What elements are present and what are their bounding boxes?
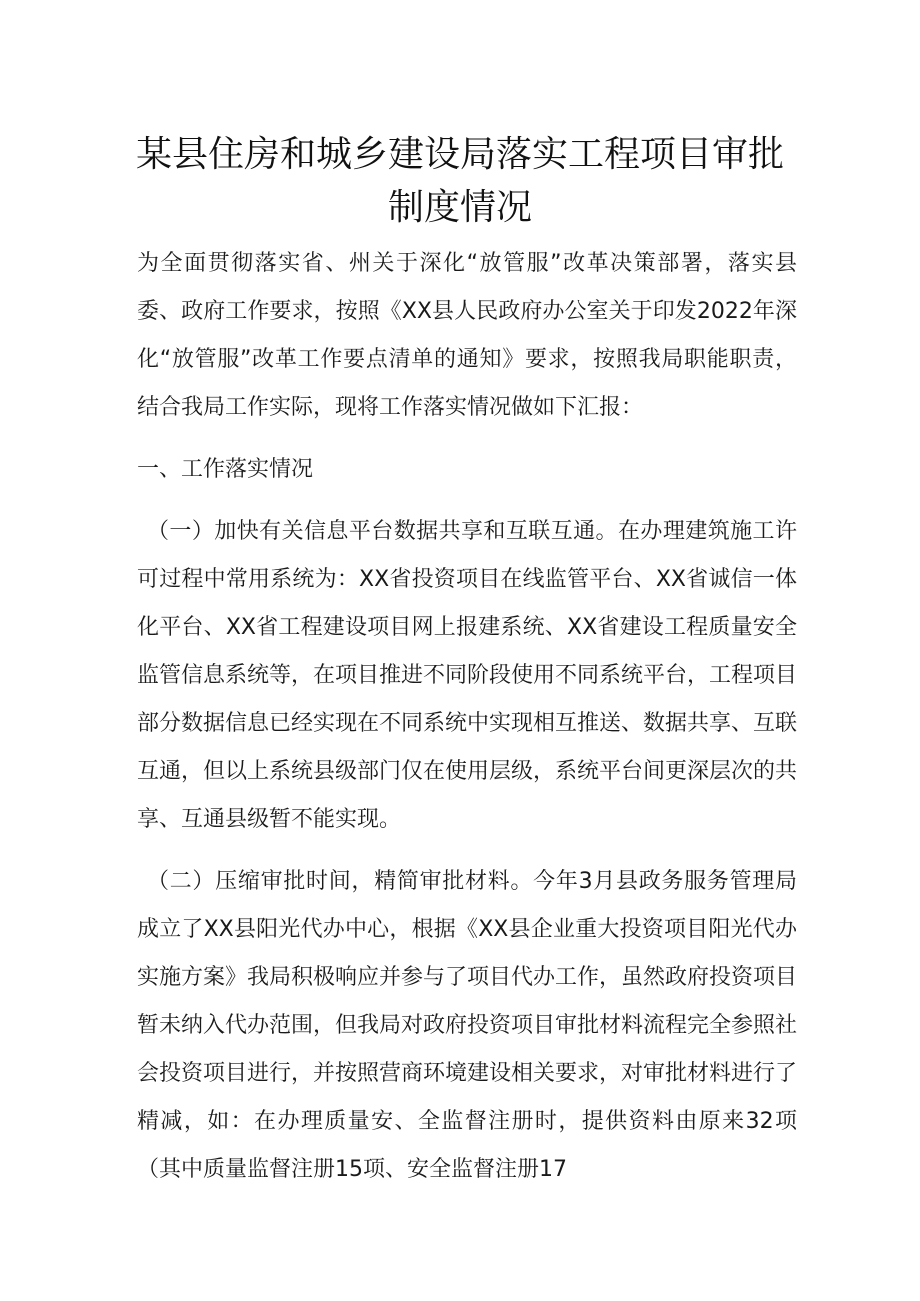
subsection-paragraph-2: （二）压缩审批时间，精简审批材料。今年3月县政务服务管理局成立了XX县阳光代办中心，根据《XX县企业重大投资项目阳光代办实施方案》我局积极响应并参与了项目代办工作，虽然政府投资项目暂未纳入代办范围，但我局对政府投资项目审批材料流程完全参照社会投资项目进行，并按照营商环境建设相关要求，对审批材料进行了精减，如：在办理质量安、全监督注册时，提供资料由原来32项（其中质量监督注册15项、安全监督注册17 [137, 869, 798, 1182]
section-heading-1: 一、工作落实情况 [137, 457, 314, 482]
subsection-paragraph-1: （一）加快有关信息平台数据共享和互联互通。在办理建筑施工许可过程中常用系统为：XX省投资项目在线监管平台、XX省诚信一体化平台、XX省工程建设项目网上报建系统、XX省建设工程质量安全监管信息系统等，在项目推进不同阶段使用不同系统平台，工程项目部分数据信息已经实现在不同系统中实现相互推送、数据共享、互联互通，但以上系统县级部门仅在使用层级，系统平台间更深层次的共享、互通县级暂不能实现。 [137, 519, 798, 832]
document-body [137, 240, 797, 1194]
intro-paragraph: 为全面贯彻落实省、州关于深化“放管服”改革决策部署，落实县委、政府工作要求，按照《XX县人民政府办公室关于印发2022年深化“放管服”改革工作要点清单的通知》要求，按照我局职能职责，结合我局工作实际，现将工作落实情况做如下汇报： [137, 251, 797, 420]
document-title-line-1: 某县住房和城乡建设局落实工程项目审批 [135, 134, 784, 175]
document-title-line-2: 制度情况 [387, 187, 532, 228]
